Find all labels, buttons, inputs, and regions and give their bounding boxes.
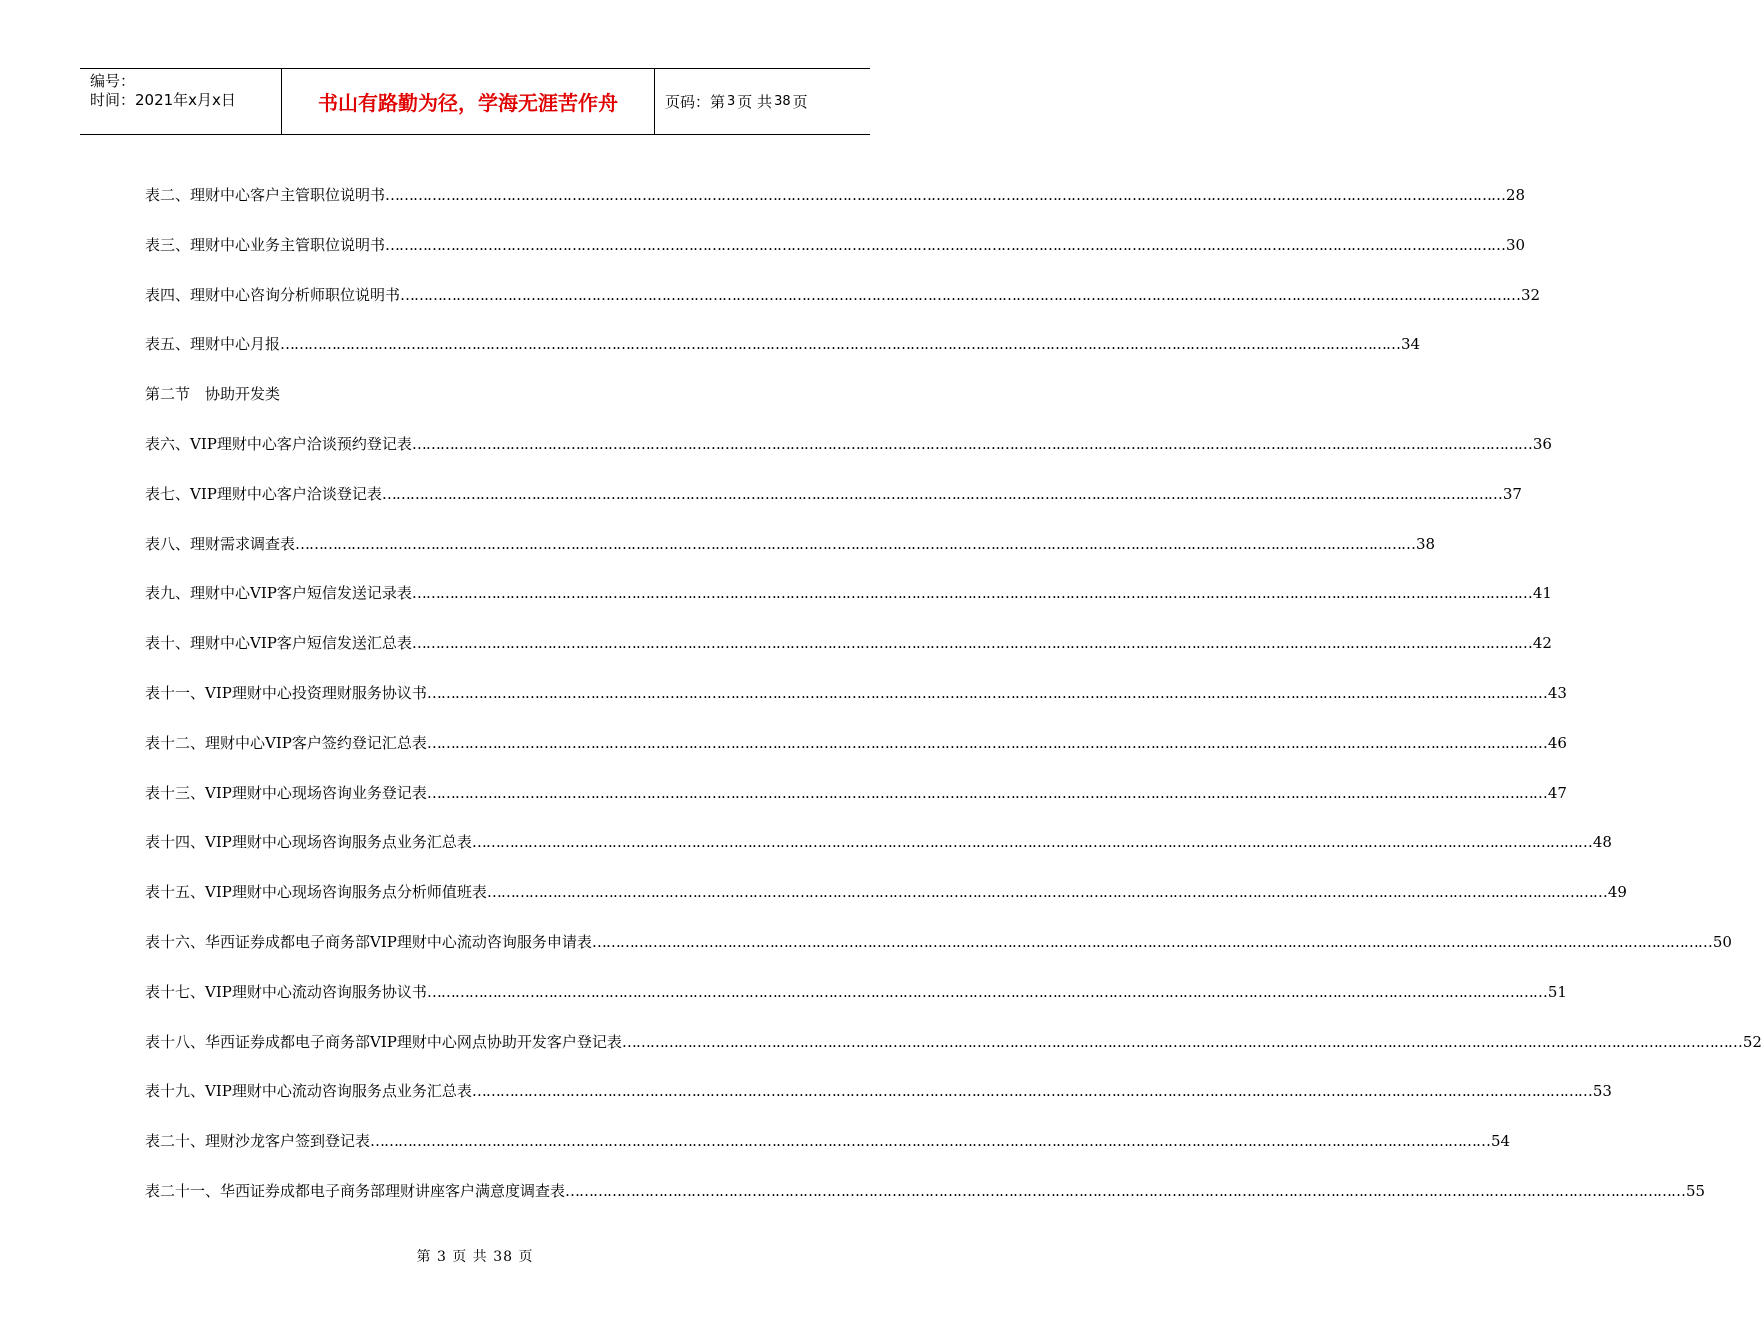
toc-entry[interactable] [145,681,1567,731]
page-mid: 页 共 [737,93,773,111]
table-of-contents [145,183,1762,1229]
toc-entry[interactable] [145,930,1732,980]
page-header [80,68,870,135]
page-total: 38 [774,94,791,109]
toc-entry-page: 47 [1547,783,1567,802]
header-motto: 书山有路勤为径，学海无涯苦作舟 [282,69,655,134]
toc-entry-page: 37 [1502,484,1522,503]
toc-entry-title: 表七、VIP理财中心客户洽谈登记表 [145,484,382,503]
toc-leader-dots: …………………………………………………………………………………………………………………………………………………………………………………………………………………… [486,883,1607,902]
toc-entry-title: 表二十、理财沙龙客户签到登记表 [145,1132,371,1151]
header-page-info [655,69,870,134]
toc-entry[interactable] [145,1030,1762,1080]
toc-leader-dots: …………………………………………………………………………………………………………………………………………………………………………………………………………………… [370,1132,1491,1151]
toc-entry-title: 表八、理财需求调查表 [145,534,296,553]
toc-leader-dots: …………………………………………………………………………………………………………………………………………………………………………………………………………………… [426,783,1547,802]
toc-leader-dots: …………………………………………………………………………………………………………………………………………………………………………………………………………………… [426,683,1547,702]
toc-entry-title: 表十、理财中心VIP客户短信发送汇总表 [145,634,412,653]
toc-entry[interactable] [145,880,1627,930]
toc-entry-title: 表二、理财中心客户主管职位说明书 [145,186,386,204]
toc-entry-page: 52 [1742,1032,1762,1051]
toc-entry[interactable] [145,830,1612,880]
time-label: 时间：2021年x月x日 [90,91,236,109]
toc-entry[interactable] [145,1079,1612,1129]
toc-leader-dots: …………………………………………………………………………………………………………………………………………………………………………………………………………………… [411,584,1532,603]
toc-entry-title: 表十九、VIP理财中心流动咨询服务点业务汇总表 [145,1082,472,1101]
toc-entry[interactable] [145,631,1552,681]
toc-entry-page: 49 [1607,883,1627,902]
toc-leader-dots: …………………………………………………………………………………………………………………………………………………………………………………………………………………… [591,932,1712,951]
toc-entry[interactable] [145,532,1436,582]
toc-entry-page: 53 [1592,1082,1612,1101]
toc-leader-dots: …………………………………………………………………………………………………………………………………………………………………………………………………………………… [295,534,1416,553]
toc-leader-dots: …………………………………………………………………………………………………………………………………………………………………………………………………………………… [385,186,1506,204]
toc-entry-page: 55 [1686,1181,1706,1200]
toc-entry-title: 表五、理财中心月报 [145,335,281,354]
toc-entry-page: 46 [1547,733,1567,752]
toc-entry-title: 表十三、VIP理财中心现场咨询业务登记表 [145,783,427,802]
toc-entry-title: 表六、VIP理财中心客户洽谈预约登记表 [145,434,412,453]
toc-entry[interactable] [145,482,1522,532]
toc-entry[interactable] [145,432,1552,482]
toc-leader-dots: …………………………………………………………………………………………………………………………………………………………………………………………………………………… [426,733,1547,752]
toc-entry[interactable] [145,283,1541,333]
header-meta [80,69,282,134]
toc-entry-page: 28 [1506,186,1526,204]
toc-leader-dots: …………………………………………………………………………………………………………………………………………………………………………………………………………………… [426,982,1547,1001]
toc-leader-dots: …………………………………………………………………………………………………………………………………………………………………………………………………………………… [621,1032,1742,1051]
toc-entry-page: 50 [1712,932,1732,951]
toc-entry-page: 54 [1491,1132,1511,1151]
toc-entry[interactable] [145,1129,1511,1179]
toc-entry-page: 42 [1532,634,1552,653]
toc-entry-page: 34 [1401,335,1421,354]
toc-entry-page: 32 [1521,285,1541,304]
toc-entry-page: 48 [1592,833,1612,852]
toc-entry-page: 38 [1416,534,1436,553]
toc-entry-title: 表十七、VIP理财中心流动咨询服务协议书 [145,982,427,1001]
toc-leader-dots: …………………………………………………………………………………………………………………………………………………………………………………………………………………… [400,285,1521,304]
toc-entry-title: 表二十一、华西证券成都电子商务部理财讲座客户满意度调查表 [145,1181,566,1200]
toc-leader-dots: …………………………………………………………………………………………………………………………………………………………………………………………………………………… [381,484,1502,503]
toc-entry-title: 表十二、理财中心VIP客户签约登记汇总表 [145,733,427,752]
toc-leader-dots: …………………………………………………………………………………………………………………………………………………………………………………………………………………… [280,335,1401,354]
toc-entry-title: 表十四、VIP理财中心现场咨询服务点业务汇总表 [145,833,472,852]
toc-entry-page: 36 [1532,434,1552,453]
toc-leader-dots: …………………………………………………………………………………………………………………………………………………………………………………………………………………… [471,833,1592,852]
toc-entry[interactable] [145,382,715,432]
toc-entry[interactable] [145,731,1567,781]
toc-entry[interactable] [145,233,1526,283]
page-prefix: 页码：第 [665,93,726,111]
toc-entry-page: 30 [1506,235,1526,254]
toc-entry-title: 表三、理财中心业务主管职位说明书 [145,235,386,254]
toc-entry[interactable] [145,332,1421,382]
toc-entry[interactable] [145,980,1567,1030]
toc-entry-title: 第二节 协助开发类 [145,385,281,404]
toc-entry-title: 表十五、VIP理财中心现场咨询服务点分析师值班表 [145,883,487,902]
toc-leader-dots: …………………………………………………………………………………………………………………………………………………………………………………………………………………… [411,434,1532,453]
page-current: 3 [727,94,736,109]
page-footer: 第 3 页 共 38 页 [416,1249,534,1265]
toc-entry-title: 表十八、华西证券成都电子商务部VIP理财中心网点协助开发客户登记表 [145,1032,622,1051]
toc-entry-title: 表十一、VIP理财中心投资理财服务协议书 [145,683,427,702]
toc-entry-title: 表四、理财中心咨询分析师职位说明书 [145,285,401,304]
toc-entry[interactable] [145,781,1567,831]
toc-entry[interactable] [145,1179,1706,1229]
toc-entry-title: 表十六、华西证券成都电子商务部VIP理财中心流动咨询服务申请表 [145,932,592,951]
page-suffix: 页 [792,93,808,111]
toc-leader-dots: …………………………………………………………………………………………………………………………………………………………………………………………………………………… [385,235,1506,254]
toc-entry-title: 表九、理财中心VIP客户短信发送记录表 [145,584,412,603]
toc-leader-dots: …………………………………………………………………………………………………………………………………………………………………………………………………………………… [411,634,1532,653]
toc-entry-page: 43 [1547,683,1567,702]
toc-entry-page: 51 [1547,982,1567,1001]
toc-entry[interactable] [145,581,1552,631]
number-label: 编号： [90,72,136,90]
toc-leader-dots: …………………………………………………………………………………………………………………………………………………………………………………………………………………… [565,1181,1686,1200]
toc-entry-page: 41 [1532,584,1552,603]
toc-leader-dots: …………………………………………………………………………………………………………………………………………………………………………………………………………………… [471,1082,1592,1101]
toc-entry[interactable] [145,183,1526,233]
